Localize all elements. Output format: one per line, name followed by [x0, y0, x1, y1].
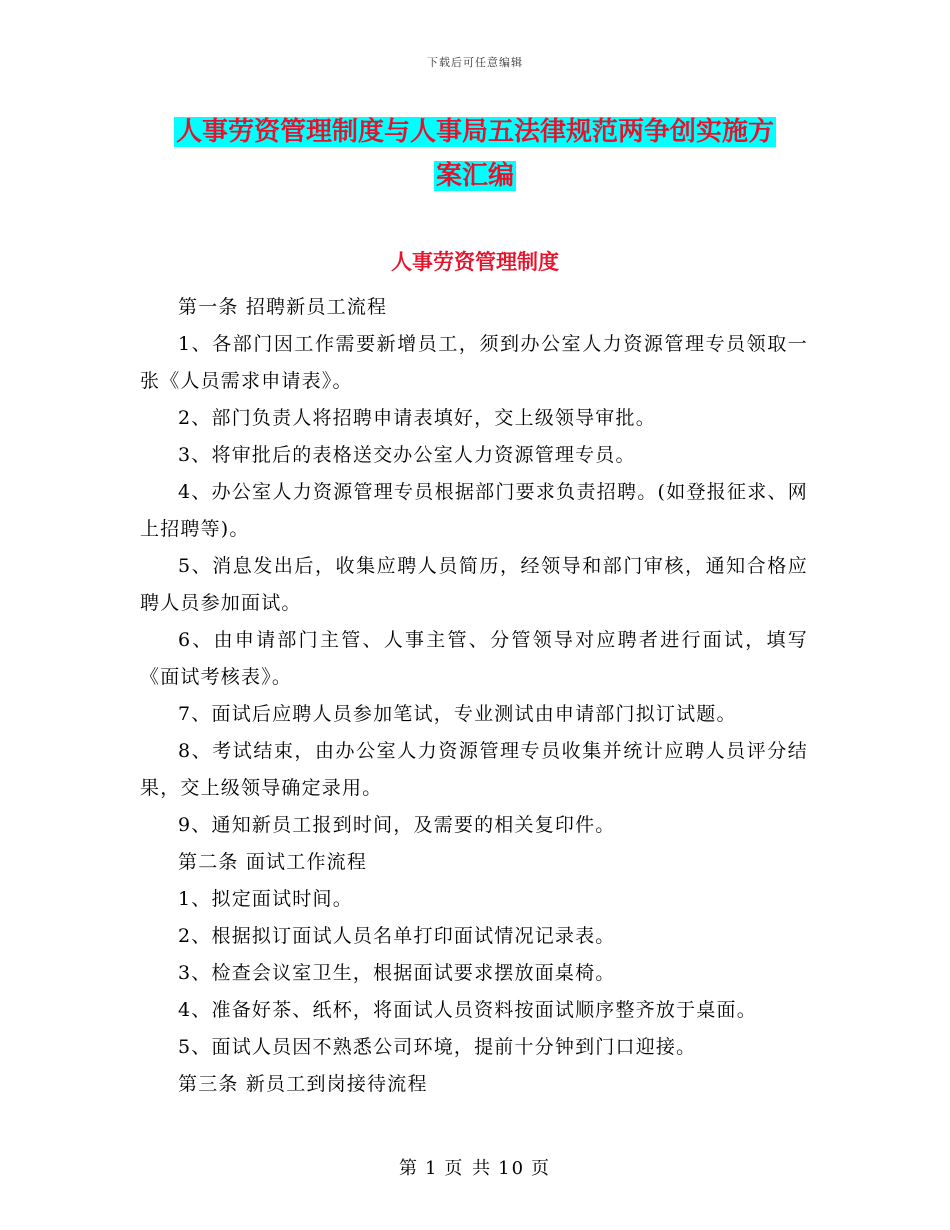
page-footer [0, 1154, 950, 1180]
paragraph: 8、考试结束，由办公室人力资源管理专员收集并统计应聘人员评分结果，交上级领导确定录用。 [140, 740, 808, 799]
paragraph: 4、准备好茶、纸杯，将面试人员资料按面试顺序整齐放于桌面。 [178, 999, 757, 1021]
article-heading: 第二条 面试工作流程 [178, 851, 368, 873]
footer-page-number: 1 [424, 1158, 439, 1179]
paragraph: 5、面试人员因不熟悉公司环境，提前十分钟到门口迎接。 [178, 1036, 697, 1058]
footer-suffix: 页 [531, 1158, 552, 1179]
paragraph: 7、面试后应聘人员参加笔试，专业测试由申请部门拟订试题。 [178, 703, 737, 725]
section-title: 人事劳资管理制度 [391, 250, 559, 274]
paragraph: 3、检查会议室卫生，根据面试要求摆放面桌椅。 [178, 962, 616, 984]
paragraph: 9、通知新员工报到时间，及需要的相关复印件。 [178, 814, 616, 836]
footer-mid: 页 共 [444, 1158, 493, 1179]
document-title [140, 110, 810, 198]
paragraph: 2、根据拟订面试人员名单打印面试情况记录表。 [178, 925, 616, 947]
article-heading: 第一条 招聘新员工流程 [178, 296, 388, 318]
document-title-line-2: 案汇编 [435, 161, 514, 191]
article-heading: 第三条 新员工到岗接待流程 [178, 1073, 428, 1095]
paragraph: 5、消息发出后，收集应聘人员简历，经领导和部门审核，通知合格应聘人员参加面试。 [140, 555, 808, 614]
paragraph: 4、办公室人力资源管理专员根据部门要求负责招聘。(如登报征求、网上招聘等)。 [140, 481, 808, 540]
footer-prefix: 第 [398, 1158, 419, 1179]
paragraph: 1、各部门因工作需要新增员工，须到办公室人力资源管理专员领取一张《人员需求申请表》。 [140, 333, 808, 392]
document-title-line-1: 人事劳资管理制度与人事局五法律规范两争创实施方 [175, 117, 774, 147]
paragraph: 3、将审批后的表格送交办公室人力资源管理专员。 [178, 444, 636, 466]
page-header-note: 下载后可任意编辑 [427, 56, 523, 69]
paragraph: 2、部门负责人将招聘申请表填好，交上级领导审批。 [178, 407, 656, 429]
paragraph: 6、由申请部门主管、人事主管、分管领导对应聘者进行面试，填写《面试考核表》。 [140, 629, 808, 688]
paragraph: 1、拟定面试时间。 [178, 888, 353, 910]
footer-total-pages: 10 [498, 1158, 526, 1179]
document-body [140, 289, 808, 1103]
